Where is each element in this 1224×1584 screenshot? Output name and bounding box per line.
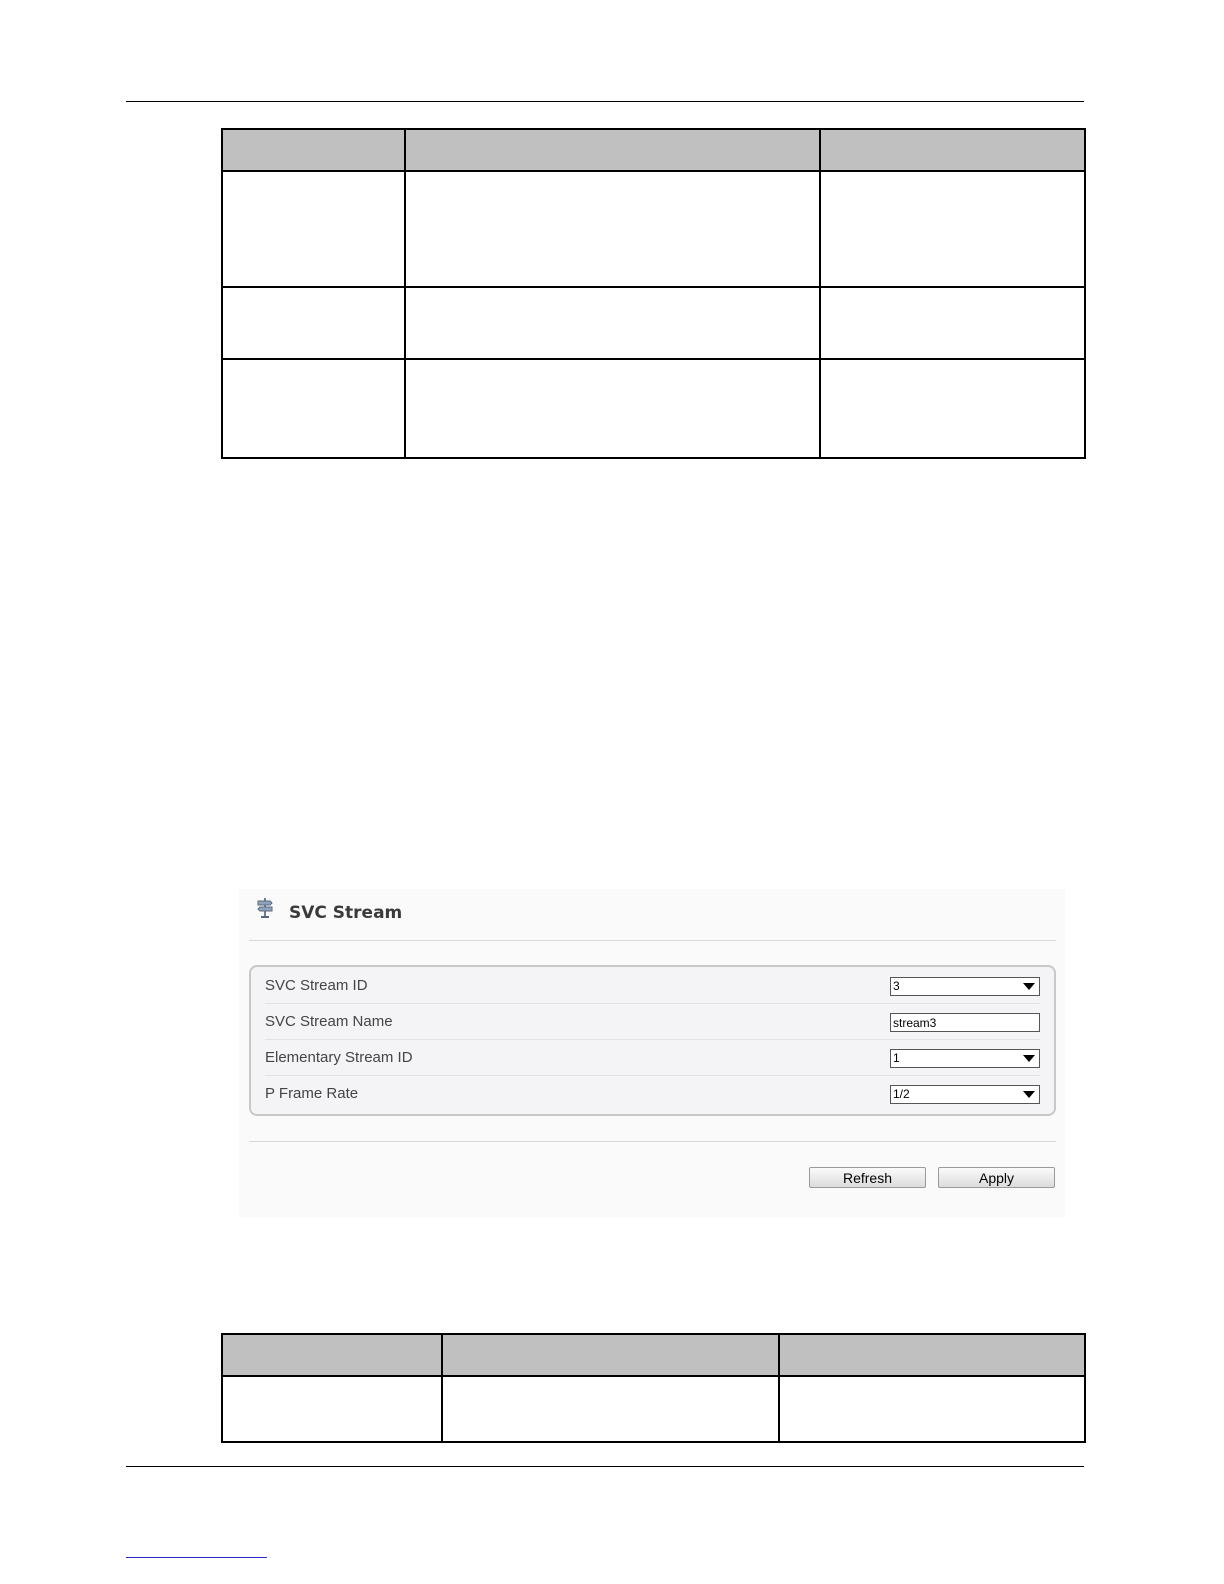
table-cell [222,287,405,359]
table-cell [405,171,820,287]
parameter-table-top [221,128,1086,459]
table-cell [820,287,1085,359]
elementary-stream-id-select[interactable] [890,1049,1040,1068]
elementary-stream-id-label: Elementary Stream ID [265,1049,413,1066]
svc-stream-id-value: 3 [893,979,900,993]
p-frame-rate-value: 1/2 [893,1087,910,1101]
table-cell [405,287,820,359]
refresh-button[interactable]: Refresh [809,1167,926,1188]
table-cell [222,359,405,458]
form-row-p-frame-rate [265,1075,1040,1111]
table-header-cell [222,1334,442,1376]
table-header-cell [405,129,820,171]
page-header-rule [126,101,1084,102]
table-header-cell [442,1334,779,1376]
table-header-cell [820,129,1085,171]
table-cell [442,1376,779,1442]
svc-stream-id-select[interactable] [890,977,1040,996]
button-divider [249,1141,1056,1142]
table-cell [222,1376,442,1442]
table-cell [779,1376,1085,1442]
svc-stream-name-label: SVC Stream Name [265,1013,393,1030]
svc-stream-name-input[interactable] [890,1013,1040,1032]
svc-stream-panel [239,889,1065,1217]
parameter-table-bottom [221,1333,1086,1443]
svc-stream-id-label: SVC Stream ID [265,977,368,994]
table-cell [222,171,405,287]
p-frame-rate-select[interactable] [890,1085,1040,1104]
form-row-svc-stream-id [265,967,1040,1004]
table-cell [820,171,1085,287]
panel-title: SVC Stream [289,903,403,923]
svc-stream-form [249,965,1056,1116]
table-header-cell [779,1334,1085,1376]
footer-link-underline[interactable] [126,1557,267,1558]
p-frame-rate-label: P Frame Rate [265,1085,359,1102]
signpost-icon [255,897,275,919]
form-row-svc-stream-name [265,1003,1040,1040]
dropdown-arrow-icon [1023,983,1035,990]
dropdown-arrow-icon [1023,1055,1035,1062]
elementary-stream-id-value: 1 [893,1051,900,1065]
table-header-cell [222,129,405,171]
page-footer-rule [126,1466,1084,1467]
form-row-elementary-stream-id [265,1039,1040,1076]
dropdown-arrow-icon [1023,1091,1035,1098]
table-cell [405,359,820,458]
table-cell [820,359,1085,458]
apply-button[interactable]: Apply [938,1167,1055,1188]
title-divider [249,940,1056,941]
